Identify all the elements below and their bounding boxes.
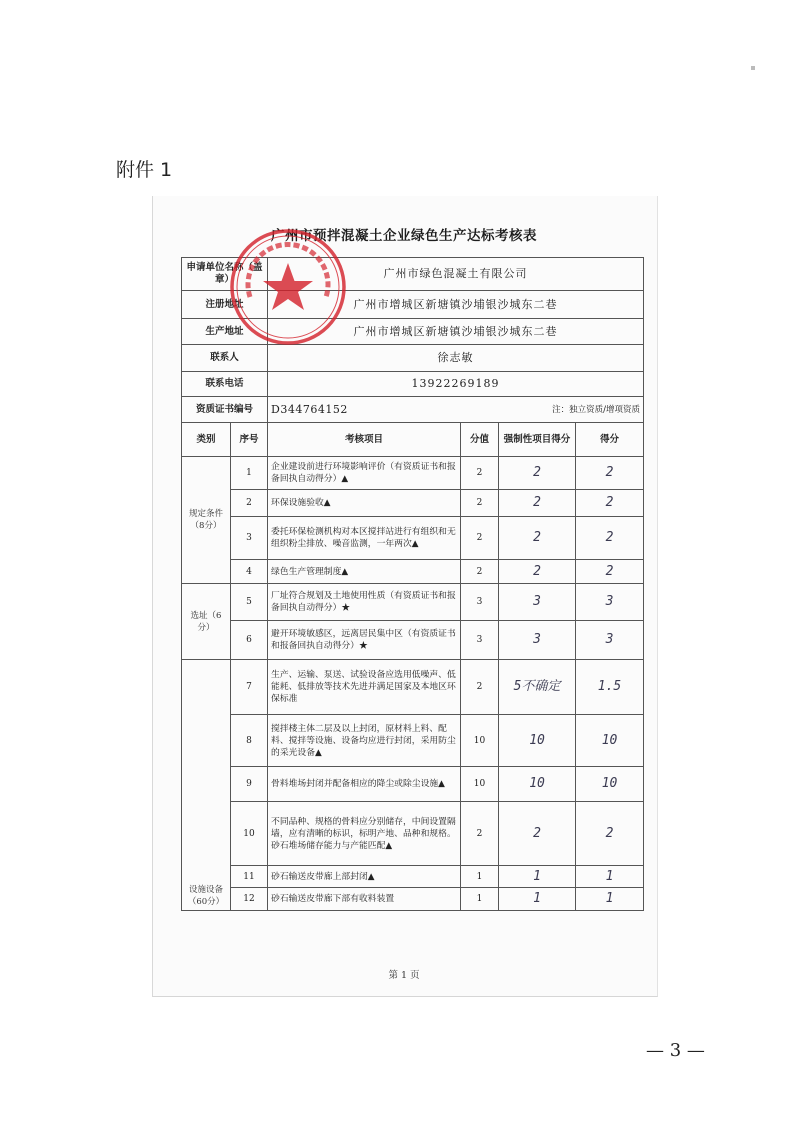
table-row (182, 767, 644, 802)
contact-value: 徐志敏 (268, 345, 644, 372)
row-final: 1.5 (576, 660, 644, 715)
row-item: 搅拌楼主体二层及以上封闭，原材料上料、配料、搅拌等设施、设备均应进行封闭，采用防尘的采光设备▲ (268, 715, 461, 767)
table-row (182, 621, 644, 660)
row-mandatory: 1 (499, 888, 576, 911)
table-row (182, 584, 644, 621)
row-score: 3 (461, 584, 499, 621)
row-mandatory: 3 (499, 584, 576, 621)
header-final: 得分 (576, 423, 644, 457)
table-row (182, 517, 644, 560)
row-score: 2 (461, 802, 499, 866)
cert-note: 注：独立资质/增项资质 (552, 404, 641, 415)
row-mandatory: 2 (499, 490, 576, 517)
row-score: 2 (461, 660, 499, 715)
row-mandatory: 2 (499, 457, 576, 490)
phone-value: 13922269189 (268, 372, 644, 397)
category-cell: 设施设备（60分） (182, 660, 231, 911)
header-no: 序号 (231, 423, 268, 457)
row-score: 1 (461, 866, 499, 888)
company-seal-icon (228, 227, 348, 347)
row-final: 1 (576, 888, 644, 911)
row-final: 3 (576, 621, 644, 660)
contact-label: 联系人 (182, 345, 268, 372)
row-no: 9 (231, 767, 268, 802)
row-no: 11 (231, 866, 268, 888)
header-row (182, 423, 644, 457)
assessment-table (181, 257, 644, 911)
row-mandatory: 10 (499, 715, 576, 767)
row-score: 2 (461, 560, 499, 584)
row-score: 2 (461, 517, 499, 560)
header-mandatory: 强制性项目得分 (499, 423, 576, 457)
row-final: 2 (576, 457, 644, 490)
row-no: 10 (231, 802, 268, 866)
table-row (182, 866, 644, 888)
row-mandatory: 3 (499, 621, 576, 660)
row-final: 2 (576, 560, 644, 584)
cert-value: D344764152 (271, 402, 348, 416)
table-row (182, 660, 644, 715)
row-score: 10 (461, 715, 499, 767)
applicant-value: 广州市绿色混凝土有限公司 (268, 258, 644, 291)
row-final: 3 (576, 584, 644, 621)
table-row (182, 457, 644, 490)
row-score: 1 (461, 888, 499, 911)
category-cell: 规定条件（8分） (182, 457, 231, 584)
applicant-label: 申请单位名称（盖章） (182, 258, 268, 291)
inner-page-number: 第 1 页 (388, 970, 420, 981)
document-title: 广州市预拌混凝土企业绿色生产达标考核表 (271, 228, 537, 244)
row-item: 避开环境敏感区，远离居民集中区（有资质证书和报备回执自动得分）★ (268, 621, 461, 660)
row-no: 5 (231, 584, 268, 621)
header-item: 考核项目 (268, 423, 461, 457)
reg-address-label: 注册地址 (182, 291, 268, 319)
prod-address-label: 生产地址 (182, 319, 268, 345)
row-item: 厂址符合规划及土地使用性质（有资质证书和报备回执自动得分）★ (268, 584, 461, 621)
table-row (182, 888, 644, 911)
row-final: 10 (576, 715, 644, 767)
row-item: 砂石输送皮带廊下部有收料装置 (268, 888, 461, 911)
row-no: 3 (231, 517, 268, 560)
scan-speck (751, 66, 755, 70)
row-score: 2 (461, 490, 499, 517)
table-row (182, 490, 644, 517)
row-item: 骨料堆场封闭并配备相应的降尘或除尘设施▲ (268, 767, 461, 802)
row-mandatory: 2 (499, 802, 576, 866)
row-no: 7 (231, 660, 268, 715)
row-item: 生产、运输、泵送、试验设备应选用低噪声、低能耗、低排放等技术先进并满足国家及本地区环保标准 (268, 660, 461, 715)
info-row-cert (182, 397, 644, 423)
row-mandatory: 10 (499, 767, 576, 802)
row-no: 4 (231, 560, 268, 584)
attachment-label: 附件 1 (116, 159, 173, 181)
phone-label: 联系电话 (182, 372, 268, 397)
table-row (182, 802, 644, 866)
cert-label: 资质证书编号 (182, 397, 268, 423)
row-mandatory: 2 (499, 517, 576, 560)
category-cell: 选址（6分） (182, 584, 231, 660)
reg-address-value: 广州市增城区新塘镇沙埔银沙城东二巷 (268, 291, 644, 319)
row-score: 3 (461, 621, 499, 660)
row-mandatory: 5不确定 (499, 660, 576, 715)
row-item: 企业建设前进行环境影响评价（有资质证书和报备回执自动得分）▲ (268, 457, 461, 490)
row-item: 不同品种、规格的骨料应分别储存，中间设置隔墙，应有清晰的标识，标明产地、品种和规格。砂石堆场储存能力与产能匹配▲ (268, 802, 461, 866)
row-item: 绿色生产管理制度▲ (268, 560, 461, 584)
table-row (182, 715, 644, 767)
row-no: 8 (231, 715, 268, 767)
page-number: — 3 — (646, 1040, 705, 1061)
header-category: 类别 (182, 423, 231, 457)
row-score: 2 (461, 457, 499, 490)
row-no: 6 (231, 621, 268, 660)
header-score: 分值 (461, 423, 499, 457)
row-final: 2 (576, 490, 644, 517)
row-no: 1 (231, 457, 268, 490)
row-final: 10 (576, 767, 644, 802)
row-final: 2 (576, 517, 644, 560)
cert-cell (268, 397, 644, 423)
info-row-contact (182, 345, 644, 372)
table-row (182, 560, 644, 584)
row-item: 委托环保检测机构对本区搅拌站进行有组织和无组织粉尘排放、噪音监测，一年两次▲ (268, 517, 461, 560)
prod-address-value: 广州市增城区新塘镇沙埔银沙城东二巷 (268, 319, 644, 345)
info-row-phone (182, 372, 644, 397)
row-mandatory: 2 (499, 560, 576, 584)
row-final: 1 (576, 866, 644, 888)
row-item: 环保设施验收▲ (268, 490, 461, 517)
row-final: 2 (576, 802, 644, 866)
row-mandatory: 1 (499, 866, 576, 888)
row-item: 砂石输送皮带廊上部封闭▲ (268, 866, 461, 888)
row-score: 10 (461, 767, 499, 802)
row-no: 2 (231, 490, 268, 517)
row-no: 12 (231, 888, 268, 911)
